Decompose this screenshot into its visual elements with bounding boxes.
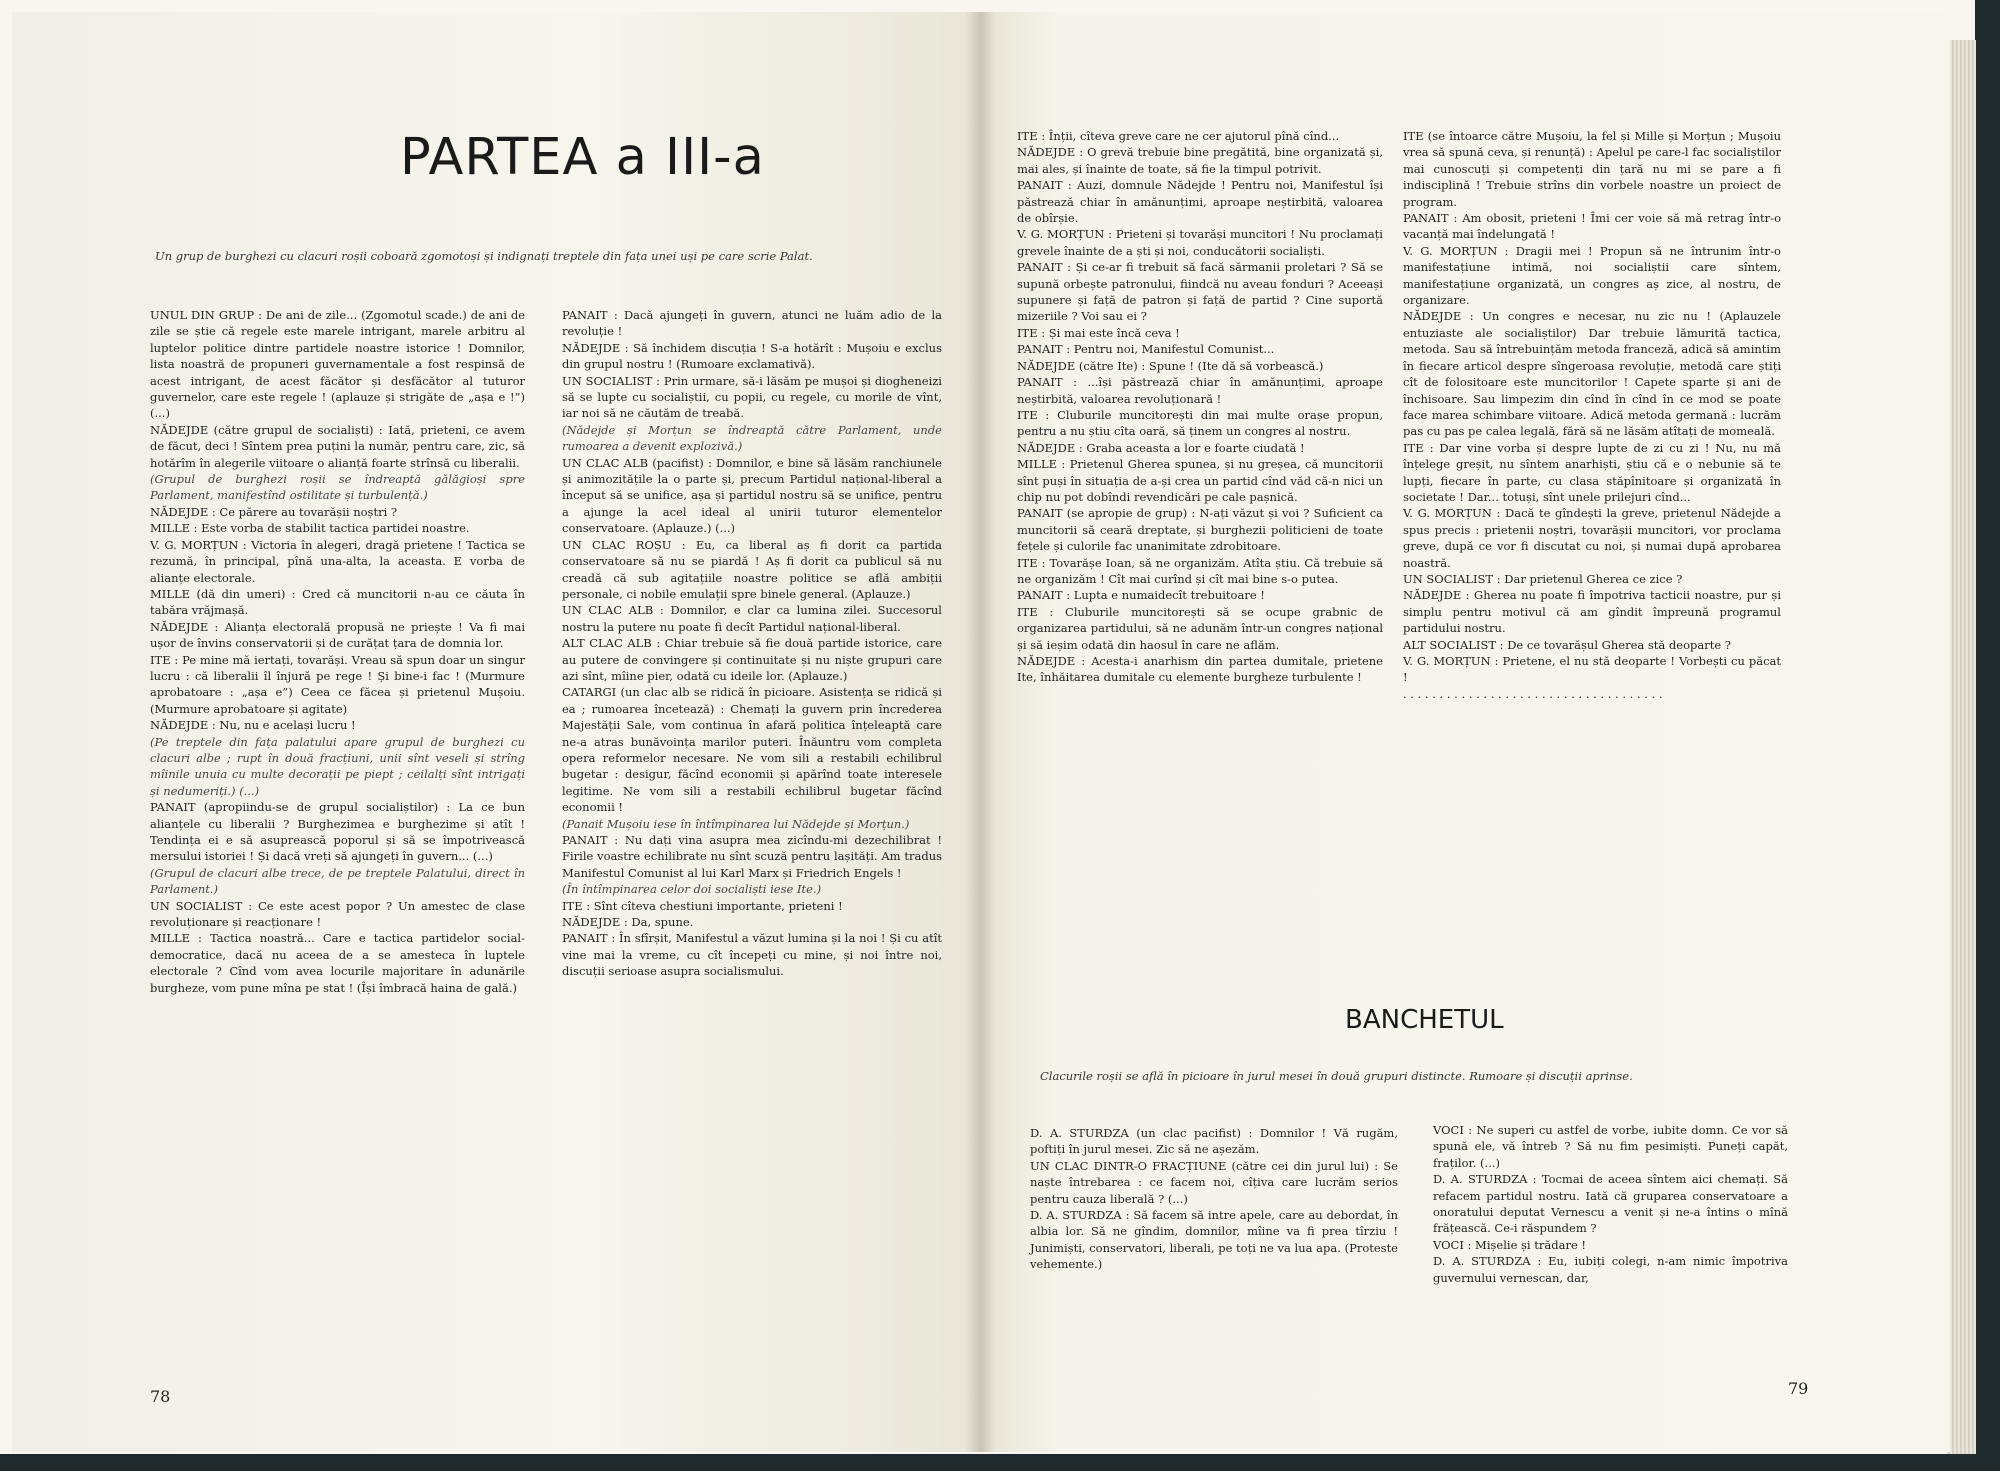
- dialogue-line: NĂDEJDE (către grupul de socialiști) : Iată, prieteni, ce avem de făcut, deci ! Sîntem prea puțini la număr, pentru care, zic, să hotărîm în alegerile viitoare o alianță foarte strînsă cu liberalii.: [150, 422, 525, 470]
- ellipsis-row: . . . . . . . . . . . . . . . . . . . . . . . . . . . . . . . . . . . .: [1403, 686, 1663, 701]
- stage-direction: (Grupul de burghezi roșii se îndreaptă gălăgioși spre Parlament, manifestînd ostilitate și turbulență.): [150, 472, 525, 503]
- dialogue-line: CATARGI (un clac alb se ridică în picioare. Asistența se ridică și ea ; rumoarea încetează) : Chemați la guvern prin încrederea Majestății Sale, vom continua în afară politica înțeleaptă care ne-a atras bunăvoința marilor puteri. Înăuntru vom completa opera reformelor necesare. Ne vom sili a restabili echilibrul bugetar : desigur, făcînd economii și apărînd toate interesele legitime. Ne vom sili a restabili echilibrul bugetar făcînd economii !: [562, 685, 942, 815]
- dialogue-line: V. G. MORȚUN : Victoria în alegeri, dragă prietene ! Tactica se rezumă, în principal, pînă una-alta, la aceasta. E vorba de alianțe electorale.: [150, 537, 525, 585]
- dialogue-line: NĂDEJDE : Alianța electorală propusă ne priește ! Va fi mai ușor de învins conservatorii și de curățat țara de domnia lor.: [150, 619, 525, 651]
- dialogue-line: UN SOCIALIST : Ce este acest popor ? Un amestec de clase revoluționare și reacționare !: [150, 898, 525, 930]
- dialogue-line: PANAIT : Lupta e numaidecît trebuitoare !: [1017, 588, 1265, 603]
- page-number-right: 79: [1788, 1379, 1809, 1398]
- part-title: PARTEA a III-a: [400, 128, 765, 187]
- page-stack-edges: [1946, 40, 1976, 1454]
- page-number-left: 78: [150, 1387, 171, 1406]
- dialogue-line: NĂDEJDE : Să închidem discuția ! S-a hotărît : Mușoiu e exclus din grupul nostru ! (Rumoare exclamativă).: [562, 340, 942, 372]
- dialogue-line: MILLE : Tactica noastră... Care e tactica partidelor social-democratice, dacă nu aceea de a se amesteca în luptele electorale ? Cînd vom avea locurile majoritare în adunările burgheze, vom pune mîna pe stat ! (Își îmbracă haina de gală.): [150, 931, 525, 995]
- dialogue-line: MILLE : Prietenul Gherea spunea, și nu greșea, că muncitorii sînt puși în situația de a-și crea un partid cînd văd că-n nici un chip nu pot dobîndi revendicări pe cale pașnică.: [1017, 457, 1383, 504]
- dialogue-line: PANAIT : ...își păstrează chiar în amănunțimi, aproape neștirbită, valoarea revoluționară !: [1017, 375, 1383, 406]
- stage-direction: (Nădejde și Morțun se îndreaptă către Parlament, unde rumoarea a devenit explozivă.): [562, 422, 942, 454]
- dialogue-line: NĂDEJDE (către Ite) : Spune ! (Ite dă să vorbească.): [1017, 358, 1324, 373]
- dialogue-line: ALT CLAC ALB : Chiar trebuie să fie două partide istorice, care au putere de convingere și continuitate și nu niște grupuri care azi sînt, mîine pier, odată cu ideile lor. (Aplauze.): [562, 636, 942, 683]
- left-page-column-1: [150, 307, 525, 996]
- dialogue-line: ALT SOCIALIST : De ce tovarășul Gherea stă deoparte ?: [1403, 637, 1731, 652]
- stage-direction: (Pe treptele din fața palatului apare grupul de burghezi cu clacuri albe ; rupt în două fracțiuni, unii sînt veseli și strîng mîinile unuia cu multe decorații pe piept ; ceilalți sînt intrigați și nedumeriți.) (...): [150, 734, 525, 798]
- dialogue-line: D. A. STURDZA : Eu, iubiți colegi, n-am nimic împotriva guvernului vernescan, dar,: [1433, 1254, 1788, 1285]
- dialogue-line: UN CLAC DINTR-O FRACȚIUNE (către cei din jurul lui) : Se naște întrebarea : ce facem noi, cîțiva care lucrăm serios pentru cauza liberală ? (...): [1030, 1158, 1398, 1206]
- dialogue-line: NĂDEJDE : Nu, nu e același lucru !: [150, 718, 356, 733]
- dialogue-line: PANAIT : Am obosit, prieteni ! Îmi cer voie să mă retrag într-o vacanță mai îndelungată !: [1403, 211, 1781, 242]
- dialogue-line: PANAIT : Dacă ajungeți în guvern, atunci ne luăm adio de la revoluție !: [562, 308, 942, 339]
- dialogue-line: ITE : Cluburile muncitorești din mai multe orașe propun, pentru a nu știu cîta oară, să ținem un congres al nostru.: [1017, 407, 1383, 439]
- dialogue-line: NĂDEJDE : Da, spune.: [562, 915, 694, 930]
- dialogue-line: NĂDEJDE : Graba aceasta a lor e foarte ciudată !: [1017, 440, 1305, 455]
- right-page-column-2: [1403, 128, 1781, 702]
- part-intro-stage-direction: Un grup de burghezi cu clacuri roșii coboară zgomotoși și indignați treptele din fața unei uși pe care scrie Palat.: [155, 249, 813, 263]
- dialogue-line: PANAIT : Și ce-ar fi trebuit să facă sărmanii proletari ? Să se supună orbește patronului, fiindcă nu aveau fonduri ? Aceeași supunere și față de patron și față de partid ? Cine suportă mizeriile ? Voi sau ei ?: [1017, 260, 1383, 324]
- dialogue-line: ITE : Și mai este încă ceva !: [1017, 325, 1180, 340]
- dialogue-line: UN SOCIALIST : Prin urmare, să-i lăsăm pe mușoi și diogheneizi să se lupte cu socialiștii, cu popii, cu regele, cu morile de vînt, iar noi să ne căutăm de treabă.: [562, 373, 942, 421]
- book-cover-bottom-edge: [0, 1454, 2000, 1471]
- dialogue-line: ITE : Dar vine vorba și despre lupte de zi cu zi ! Nu, nu mă înțelege greșit, nu sîntem anarhiști, știu că e o nebunie să te lupți, fiecare în parte, cu clasa stăpînitoare și organizată în societate ! Dar... totuși, sînt unele prilejuri cînd...: [1403, 440, 1781, 504]
- right-page-column-3: [1030, 1125, 1398, 1273]
- dialogue-line: D. A. STURDZA (un clac pacifist) : Domnilor ! Vă rugăm, poftiți în jurul mesei. Zic să ne așezăm.: [1030, 1126, 1398, 1157]
- stage-direction: (Panait Mușoiu iese în întîmpinarea lui Nădejde și Morțun.): [562, 816, 910, 831]
- dialogue-line: NĂDEJDE : Acesta-i anarhism din partea dumitale, prietene Ite, înhăitarea dumitale cu elemente burgheze turbulente !: [1017, 654, 1383, 685]
- dialogue-line: ITE : Tovarășe Ioan, să ne organizăm. Atîta știu. Că trebuie să ne organizăm ! Cît mai curînd și cît mai bine s-o putea.: [1017, 555, 1383, 586]
- stage-direction: (Grupul de clacuri albe trece, de pe treptele Palatului, direct în Parlament.): [150, 865, 525, 897]
- dialogue-line: PANAIT : În sfîrșit, Manifestul a văzut lumina și la noi ! Și cu atît vine mai la vreme, cu cît începeți cu mine, și noi între noi, discuții serioase asupra socialismului.: [562, 931, 942, 979]
- stage-direction: (În întîmpinarea celor doi socialiști iese Ite.): [562, 882, 822, 897]
- dialogue-line: PANAIT (se apropie de grup) : N-ați văzut și voi ? Suficient ca muncitorii să ceară dreptate, și burghezii politicieni de toate fețele și culorile fac unanimitate zdrobitoare.: [1017, 506, 1383, 554]
- right-page-column-1: [1017, 128, 1383, 686]
- dialogue-line: VOCI : Ne superi cu astfel de vorbe, iubite domn. Ce vor să spună ele, vă întreb ? Să nu fim pesimiști. Puneți capăt, fraților. (...): [1433, 1123, 1788, 1170]
- right-page-column-4: [1433, 1122, 1788, 1286]
- dialogue-line: MILLE : Este vorba de stabilit tactica partidei noastre.: [150, 521, 470, 536]
- dialogue-line: ITE : Pe mine mă iertați, tovarăși. Vreau să spun doar un singur lucru : că liberalii îl înjură pe rege ! Și bine-i fac ! (Murmure aprobatoare : „așa e”) Ceea ce făcea și prietenul Mușoiu. (Murmure aprobatoare și agitate): [150, 652, 525, 716]
- dialogue-line: PANAIT : Nu dați vina asupra mea zicîndu-mi dezechilibrat ! Firile voastre echilibrate nu sînt scuză pentru lașități. Am tradus Manifestul Comunist al lui Karl Marx și Friedrich Engels !: [562, 833, 942, 880]
- dialogue-line: V. G. MORȚUN : Prieteni și tovarăși muncitori ! Nu proclamați grevele înainte de a ști și noi, conducătorii socialiști.: [1017, 227, 1383, 258]
- dialogue-line: VOCI : Mișelie și trădare !: [1433, 1237, 1587, 1252]
- dialogue-line: NĂDEJDE : Gherea nu poate fi împotriva tacticii noastre, pur și simplu pentru motivul că am gîndit împreună programul partidului nostru.: [1403, 588, 1781, 636]
- dialogue-line: UN CLAC ALB : Domnilor, e clar ca lumina zilei. Succesorul nostru la putere nu poate fi decît Partidul național-liberal.: [562, 603, 942, 634]
- dialogue-line: UN SOCIALIST : Dar prietenul Gherea ce zice ?: [1403, 571, 1683, 586]
- dialogue-line: ITE : Sînt cîteva chestiuni importante, prieteni !: [562, 898, 843, 913]
- dialogue-line: ITE : Înții, cîteva greve care ne cer ajutorul pînă cînd...: [1017, 129, 1340, 143]
- section-title: BANCHETUL: [1345, 1005, 1504, 1035]
- dialogue-line: NĂDEJDE : O grevă trebuie bine pregătită, bine organizată și, mai ales, și înainte de toate, să fie la timpul potrivit.: [1017, 145, 1383, 176]
- book-cover-right-edge: [1975, 0, 2000, 1471]
- left-page-column-2: [562, 307, 942, 980]
- dialogue-line: MILLE (dă din umeri) : Cred că muncitorii n-au ce căuta în tabăra vrăjmașă.: [150, 586, 525, 618]
- dialogue-line: NĂDEJDE : Un congres e necesar, nu zic nu ! (Aplauzele entuziaste ale socialiștilor) Dar trebuie lămurită tactica, metoda. Sau să întrebuințăm metoda franceză, adică să amintim în fiecare articol despre sîngeroasa revoluție, metodă care știți cît de folositoare este muncitorilor ! Capete sparte și ani de închisoare. Sau limpezim din cînd în cînd în ce mod se poate face marea schimbare viitoare. Adică metoda germană : lucrăm pas cu pas pe calea legală, fără să ne lăsăm atîtați de momeală.: [1403, 309, 1781, 439]
- dialogue-line: UN CLAC ROȘU : Eu, ca liberal aș fi dorit ca partida conservatoare să nu se piardă ! Aș fi dorit ca publicul să nu creadă că sub agitațiile noastre politice se află ambiții personale, ci nobile emulații spre binele general. (Aplauze.): [562, 537, 942, 601]
- dialogue-line: UNUL DIN GRUP : De ani de zile... (Zgomotul scade.) de ani de zile se știe că regele este marele intrigant, marele arbitru al luptelor politice dintre partidele noastre istorice ! Domnilor, lista noastră de propuneri guvernamentale a fost respinsă de acest intrigant, de acest făcător și desfăcător al tuturor guvernelor, care este regele ! (aplauze și strigăte de „așa e !”) (...): [150, 308, 525, 421]
- dialogue-line: V. G. MORȚUN : Prietene, el nu stă deoparte ! Vorbești cu păcat !: [1403, 654, 1781, 685]
- book-gutter: [965, 12, 995, 1452]
- dialogue-line: PANAIT : Auzi, domnule Nădejde ! Pentru noi, Manifestul își păstrează chiar în amănunțimi, aproape neștirbită, valoarea de obîrșie.: [1017, 178, 1383, 226]
- dialogue-line: PANAIT : Pentru noi, Manifestul Comunist...: [1017, 342, 1275, 357]
- dialogue-line: D. A. STURDZA : Să facem să intre apele, care au debordat, în albia lor. Să ne gîndim, domnilor, mîine va fi prea tîrziu ! Junimiști, conservatori, liberali, pe toți ne va lua apa. (Proteste vehemente.): [1030, 1208, 1398, 1272]
- dialogue-line: PANAIT (apropiindu-se de grupul socialiștilor) : La ce bun alianțele cu liberalii ? Burghezimea e burghezime și atît ! Tendința ei e să asuprească poporul și să se împotrivească mersului istoriei ! Și dacă vreți să ajungeți în guvern... (...): [150, 800, 525, 864]
- dialogue-line: ITE (se întoarce către Mușoiu, la fel și Mille și Morțun ; Mușoiu vrea să spună ceva, și renunță) : Apelul pe care-l fac socialiștilor mai cunoscuți și competenți din țară nu mi se pare a fi indisciplină ! Trebuie strîns din vorbele noastre un proiect de program.: [1403, 129, 1781, 209]
- dialogue-line: ITE : Cluburile muncitorești să se ocupe grabnic de organizarea partidului, să ne adunăm într-un congres național și să ieșim odată din haosul în care ne aflăm.: [1017, 604, 1383, 652]
- dialogue-line: V. G. MORȚUN : Dacă te gîndești la greve, prietenul Nădejde a spus precis : prietenii noștri, tovarășii muncitori, vor proclama greve, după ce vor fi discutat cu noi, și numai după aprobarea noastră.: [1403, 506, 1781, 570]
- section-intro-stage-direction: Clacurile roșii se află în picioare în jurul mesei în două grupuri distincte. Rumoare și discuții aprinse.: [1040, 1069, 1633, 1083]
- dialogue-line: V. G. MORȚUN : Dragii mei ! Propun să ne întrunim într-o manifestațiune intimă, noi socialiștii care sîntem, manifestațiune organizată, un congres aș zice, al nostru, de organizare.: [1403, 243, 1781, 308]
- dialogue-line: NĂDEJDE : Ce părere au tovarășii noștri ?: [150, 504, 398, 519]
- dialogue-line: UN CLAC ALB (pacifist) : Domnilor, e bine să lăsăm ranchiunele și animozitățile la o parte și, precum Partidul național-liberal a început să se unifice, așa și partidul nostru să se unifice, pentru a ajunge la acel ideal al unirii tuturor elementelor conservatoare. (Aplauze.) (...): [562, 455, 942, 536]
- dialogue-line: D. A. STURDZA : Tocmai de aceea sîntem aici chemați. Să refacem partidul nostru. Iată că gruparea conservatoare a onoratului deputat Vernescu a venit și ne-a întins o mînă frățească. Ce-i răspundem ?: [1433, 1172, 1788, 1236]
